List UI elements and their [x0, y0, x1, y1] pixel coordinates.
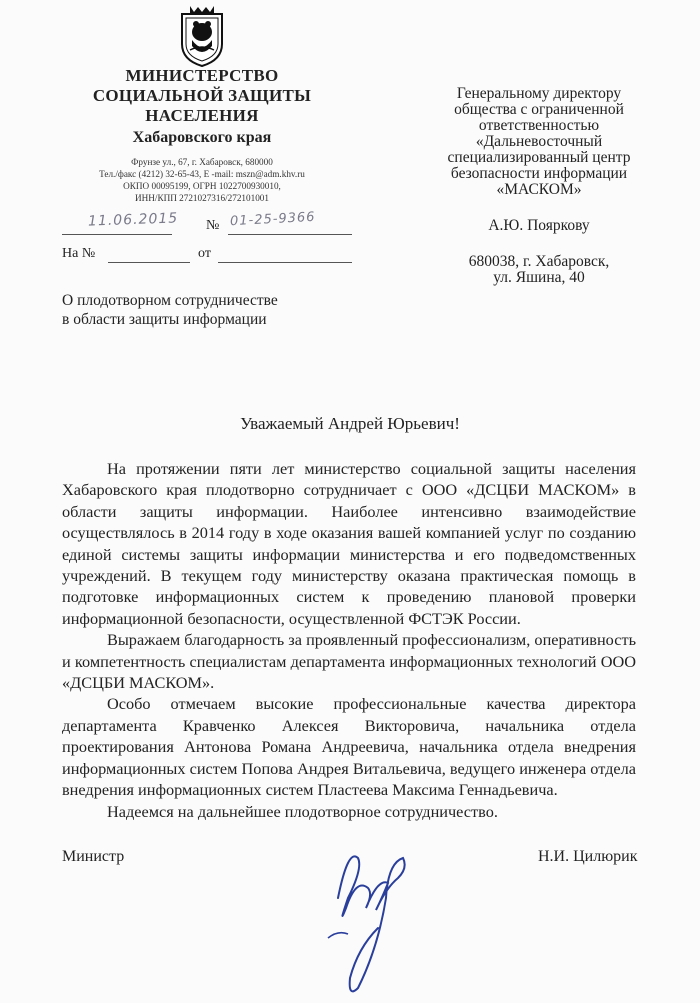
khabarovsk-coat-of-arms-icon: [176, 4, 228, 68]
contact-inn-kpp: ИНН/КПП 2721027316/272101001: [135, 193, 269, 203]
contact-okpo-ogrn: ОКПО 00095199, ОГРН 1022700930010,: [123, 181, 281, 191]
reference-number-label: На №: [62, 246, 96, 261]
addressee-line: Генеральному директору: [456, 85, 622, 102]
addressee-line: ответственностью: [478, 117, 600, 134]
date-underline: [62, 234, 172, 235]
reference-number-blank: [108, 262, 190, 263]
number-underline: [228, 234, 352, 235]
addressee-address-line-1: 680038, г. Хабаровск,: [468, 253, 610, 270]
addressee-line: общества с ограниченной: [454, 101, 624, 118]
greeting: Уважаемый Андрей Юрьевич!: [240, 414, 460, 433]
ministry-region: Хабаровского края: [132, 129, 272, 146]
addressee-block: [434, 86, 644, 286]
letter-subject: [62, 291, 352, 329]
subject-line-2: в области защиты информации: [62, 311, 267, 328]
addressee-line: «МАСКОМ»: [496, 181, 582, 198]
signer-title: Министр: [62, 848, 125, 865]
ministry-line-2: СОЦИАЛЬНОЙ ЗАЩИТЫ: [92, 86, 312, 105]
reference-line: [62, 246, 352, 268]
contact-address: Фрунзе ул., 67, г. Хабаровск, 680000: [131, 157, 273, 167]
subject-line-1: О плодотворном сотрудничестве: [62, 292, 278, 309]
body-paragraph: Особо отмечаем высокие профессиональные качества директора департамента Кравченко Алексея Викторовича, начальника отдела проектирования Антонова Романа Андреевича, начальника отдела внедрения информационных систем Попова Андрея Витальевича, ведущего инженера отдела внедрения информационных систем Пластеева Максима Геннадьевича.: [62, 694, 636, 800]
addressee-name: А.Ю. Пояркову: [488, 217, 590, 234]
handwritten-signature-icon: [318, 838, 418, 998]
ministry-line-3: НАСЕЛЕНИЯ: [145, 106, 259, 125]
registration-number-label: №: [206, 218, 220, 233]
registration-date: 11.06.2015: [87, 210, 179, 230]
sender-contacts: [62, 156, 342, 204]
letter-body: [62, 458, 636, 822]
registration-number: 01-25-9366: [229, 209, 316, 230]
reference-date-label: от: [198, 246, 211, 261]
body-paragraph: На протяжении пяти лет министерство социальной защиты населения Хабаровского края плодотворно сотрудничает с ООО «ДСЦБИ МАСКОМ» в области защиты информации. Наиболее интенсивно взаимодействие осуществлялось в 2014 году в ходе оказания вашей компанией услуг по созданию единой системы защиты информации министерства и его подведомственных учреждений. В текущем году министерству оказана практическая помощь в подготовке информационных систем к проведению плановой проверки информационной безопасности, осуществленной ФСТЭК России.: [62, 459, 636, 628]
contact-phone-email: Тел./факс (4212) 32-65-43, E -mail: mszn@adm.khv.ru: [99, 169, 305, 179]
addressee-line: «Дальневосточный: [475, 133, 603, 150]
addressee-address-line-2: ул. Яшина, 40: [493, 269, 585, 286]
signer-name: Н.И. Цилюрик: [538, 848, 638, 865]
reference-date-blank: [218, 262, 352, 263]
body-paragraph: Выражаем благодарность за проявленный профессионализм, оперативность и компетентность специалистам департамента информационных технологий ООО «ДСЦБИ МАСКОМ».: [62, 630, 636, 693]
body-paragraph: Надеемся на дальнейшее плодотворное сотрудничество.: [107, 801, 498, 821]
addressee-line: специализированный центр: [447, 149, 631, 166]
registration-line: [62, 209, 352, 236]
addressee-line: безопасности информации: [450, 165, 628, 182]
ministry-line-1: МИНИСТЕРСТВО: [125, 66, 279, 85]
sender-ministry-block: [62, 66, 342, 148]
